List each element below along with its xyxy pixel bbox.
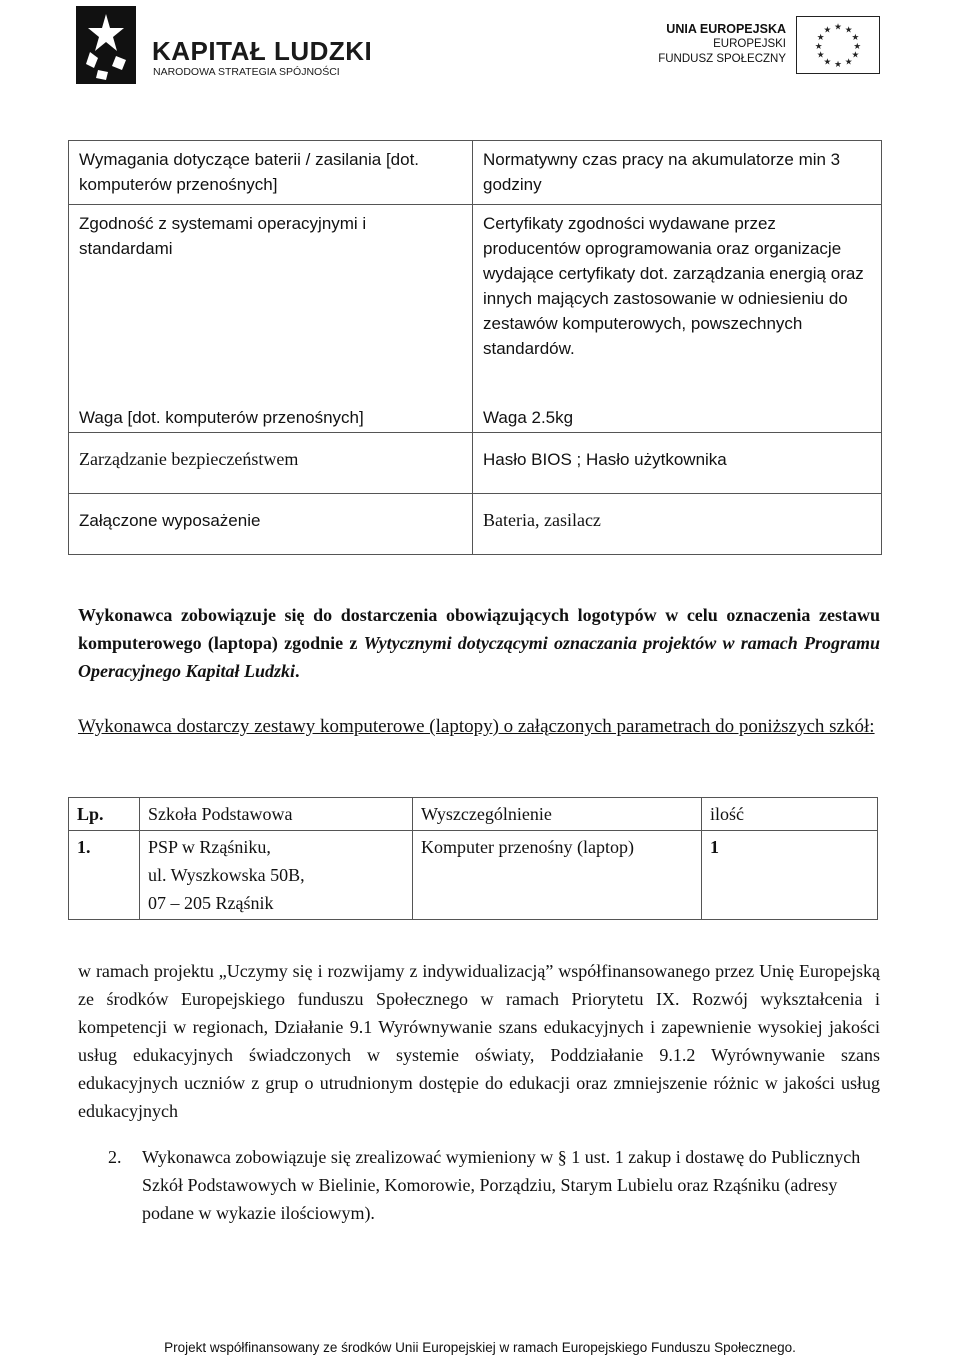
spec-row-battery: [69, 141, 882, 205]
kapital-ludzki-logo: [76, 6, 373, 86]
svg-text:★: ★: [823, 57, 832, 68]
row-qty: 1: [702, 831, 878, 920]
svg-text:★: ★: [814, 41, 823, 52]
svg-text:★: ★: [816, 33, 825, 44]
row-lp: 1.: [69, 831, 140, 920]
svg-text:★: ★: [853, 41, 862, 52]
spec-row-equipment: [69, 494, 882, 555]
spec-row-security: [69, 433, 882, 494]
svg-text:★: ★: [851, 33, 860, 44]
table-row: [69, 831, 878, 920]
svg-text:★: ★: [816, 50, 825, 61]
svg-text:★: ★: [823, 25, 832, 36]
page-footer: Projekt współfinansowany ze środków Unii Europejskiej w ramach Europejskiego Funduszu Społecznego.: [164, 1340, 796, 1355]
row-item: Komputer przenośny (laptop): [413, 831, 702, 920]
delivery-heading: Wykonawca dostarczy zestawy komputerowe (laptopy) o załączonych parametrach do poniższych szkół:: [78, 716, 875, 737]
logo-obligation-end: .: [295, 661, 300, 681]
spec-label: Załączone wyposażenie: [79, 511, 261, 530]
kapital-ludzki-subtitle: NARODOWA STRATEGIA SPÓJNOŚCI: [153, 66, 340, 78]
eu-logo-line1: UNIA EUROPEJSKA: [666, 22, 786, 36]
project-paragraph: w ramach projektu „Uczymy się i rozwijamy z indywidualizacją” współfinansowanego przez Unię Europejską ze środków Europejskiego funduszu Społecznego w ramach Priorytetu IX. Rozwój wykształcenia i kompetencji w regionach, Działanie 9.1 Wyrównywanie szans edukacyjnych i zapewnienie wysokiej jakości usług edukacyjnych świadczonych w systemie oświaty, Poddziałanie 9.1.2 Wyrównywanie szans edukacyjnych uczniów z grup o utrudnionym dostępie do edukacji oraz zmniejszenie różnic w jakości usług edukacyjnych: [78, 961, 880, 1121]
svg-text:★: ★: [834, 22, 842, 33]
logo-obligation-text: Wykonawca zobowiązuje się do dostarczenia obowiązujących logotypów w celu oznaczenia zestawu komputerowego (laptopa) zgodnie z: [78, 605, 880, 653]
svg-text:★: ★: [851, 50, 860, 61]
col-header-lp: Lp.: [69, 798, 140, 831]
numbered-item-2: [108, 1143, 880, 1227]
item-text: Wykonawca zobowiązuje się zrealizować wymieniony w § 1 ust. 1 zakup i dostawę do Publicznych Szkół Podstawowych w Bielinie, Komorowie, Porządziu, Starym Lubielu oraz Rząśniku (adresy podane w wykazie ilościowym).: [142, 1147, 861, 1223]
col-header-item: Wyszczególnienie: [413, 798, 702, 831]
spec-table: [68, 140, 882, 555]
spec-label: Zgodność z systemami operacyjnymi i standardami: [79, 214, 367, 258]
spec-row-compat-weight: [69, 205, 882, 433]
school-line: PSP w Rząśniku,: [148, 837, 271, 857]
school-table-header: [69, 798, 878, 831]
svg-text:★: ★: [844, 57, 853, 68]
logo-obligation-paragraph: [78, 601, 880, 685]
eu-logo: [658, 16, 880, 78]
spec-value: Waga 2.5kg: [483, 408, 574, 427]
eu-flag-icon: [796, 16, 880, 74]
school-table: [68, 797, 878, 920]
spec-value: Bateria, zasilacz: [483, 510, 601, 530]
item-number: 2.: [108, 1147, 122, 1167]
school-line: 07 – 205 Rząśnik: [148, 893, 274, 913]
eu-logo-line3: FUNDUSZ SPOŁECZNY: [658, 53, 786, 65]
spec-label: Wymagania dotyczące baterii / zasilania [dot. komputerów przenośnych]: [79, 150, 420, 194]
svg-text:★: ★: [844, 25, 853, 36]
eu-logo-text: [658, 22, 786, 67]
eu-logo-line2: EUROPEJSKI: [713, 38, 786, 50]
guidelines-reference: Wytycznymi dotyczącymi oznaczania projektów w ramach Programu Operacyjnego Kapitał Ludzki: [78, 633, 880, 681]
kapital-ludzki-emblem-icon: [76, 6, 136, 84]
spec-value: Hasło BIOS ; Hasło użytkownika: [483, 450, 727, 469]
spec-label: Zarządzanie bezpieczeństwem: [79, 449, 299, 469]
spec-label: Waga [dot. komputerów przenośnych]: [79, 408, 364, 427]
col-header-school: Szkoła Podstawowa: [140, 798, 413, 831]
spec-value: Normatywny czas pracy na akumulatorze min 3 godziny: [483, 150, 841, 194]
col-header-qty: ilość: [702, 798, 878, 831]
spec-value: Certyfikaty zgodności wydawane przez producentów oprogramowania oraz organizacje wydające certyfikaty dot. zarządzania energią oraz innych mających zastosowanie w odniesieniu do zestawów komputerowych, powszechnych standardów.: [483, 214, 864, 358]
svg-text:★: ★: [834, 60, 842, 71]
school-line: ul. Wyszkowska 50B,: [148, 865, 305, 885]
row-school: [140, 831, 413, 920]
kapital-ludzki-title: KAPITAŁ LUDZKI: [152, 36, 373, 66]
